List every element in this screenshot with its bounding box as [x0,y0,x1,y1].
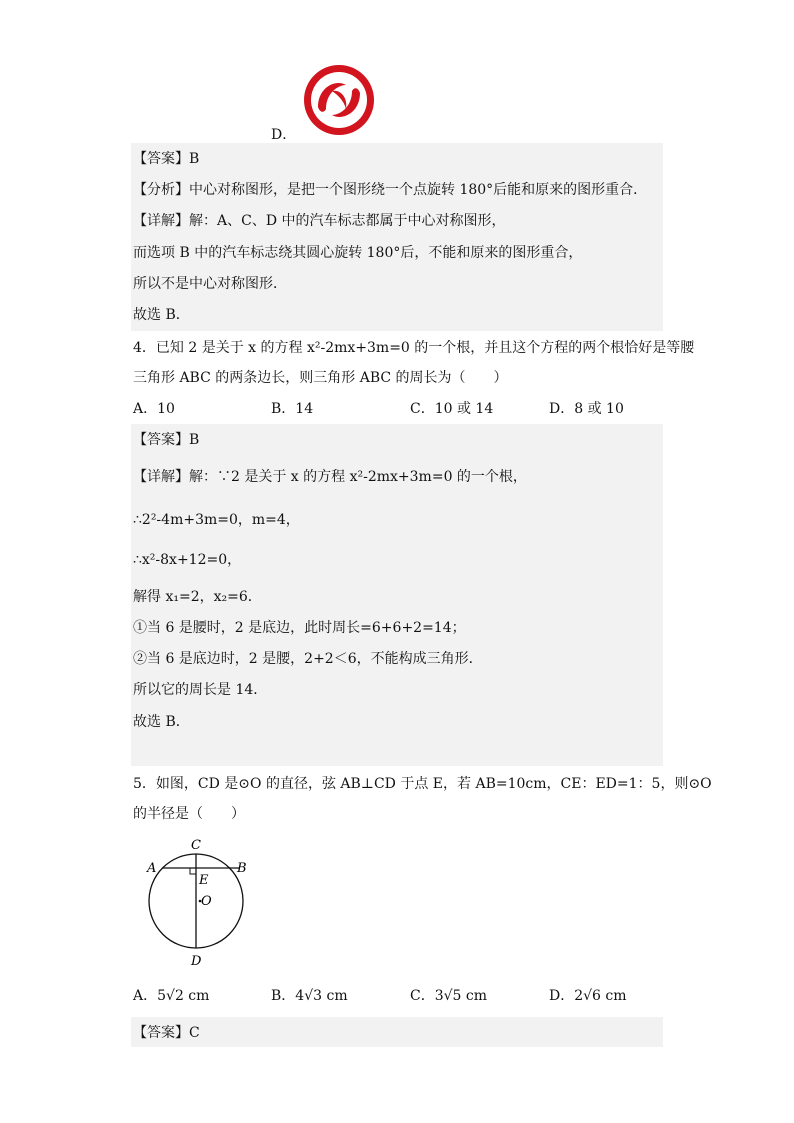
q3-analysis: 【分析】中心对称图形，是把一个图形绕一个点旋转 180°后能和原来的图形重合． [133,182,648,198]
q4-stem-line-2: 三角形 ABC 的两条边长，则三角形 ABC 的周长为（ ） [133,370,508,386]
q3-detail-1: 【详解】解：A、C、D 中的汽车标志都属于中心对称图形， [133,213,506,229]
q4-option-d: D．8 或 10 [549,401,624,417]
q5-option-b: B．4√3 cm [271,988,348,1004]
q5-stem-line-2: 的半径是（ ） [133,806,245,822]
q4-stem-line-1: 4．已知 2 是关于 x 的方程 x²-2mx+3m=0 的一个根，并且这个方程的两个根恰好是等腰 [133,340,695,356]
q3-answer-block [131,143,663,331]
q5-option-c: C．3√5 cm [410,988,488,1004]
label-e: E [199,873,209,888]
q3-detail-2: 而选项 B 中的汽车标志绕其圆心旋转 180°后，不能和原来的图形重合， [133,245,583,261]
q4-answer-block [131,424,663,766]
dongfeng-logo-icon [302,63,376,137]
q4-option-b: B．14 [271,401,314,417]
q4-result: 所以它的周长是 14． [133,682,268,698]
label-b: B [237,861,247,876]
q4-step-3: 解得 x₁=2，x₂=6． [133,589,262,605]
q3-conclusion: 故选 B． [133,307,190,323]
q4-step-2: ∴x²-8x+12=0， [133,552,242,568]
q5-option-d: D．2√6 cm [549,988,627,1004]
label-o: O [201,894,212,909]
q4-answer: 【答案】B [133,432,200,448]
q5-option-a: A．5√2 cm [133,988,210,1004]
q4-option-a: A．10 [133,401,175,417]
q5-answer-block [131,1017,663,1047]
q4-case-1: ①当 6 是腰时，2 是底边，此时周长=6+6+2=14； [133,620,466,636]
label-a: A [147,861,157,876]
q5-circle-figure [140,835,260,970]
q5-answer: 【答案】C [133,1025,200,1041]
option-d-label: D． [271,127,297,143]
q4-step-1: ∴2²-4m+3m=0，m=4， [133,512,300,528]
q4-option-c: C．10 或 14 [410,401,494,417]
q4-conclusion: 故选 B． [133,714,190,730]
q5-stem-line-1: 5．如图，CD 是⊙O 的直径，弦 AB⊥CD 于点 E，若 AB=10cm，CE：ED=1：5，则⊙O [133,776,712,792]
q4-detail-1: 【详解】解：∵2 是关于 x 的方程 x²-2mx+3m=0 的一个根， [133,469,527,485]
q3-answer: 【答案】B [133,151,200,167]
label-c: C [191,838,201,853]
q3-detail-3: 所以不是中心对称图形． [133,276,287,292]
label-d: D [191,954,202,969]
q4-case-2: ②当 6 是底边时，2 是腰，2+2＜6，不能构成三角形． [133,651,483,667]
